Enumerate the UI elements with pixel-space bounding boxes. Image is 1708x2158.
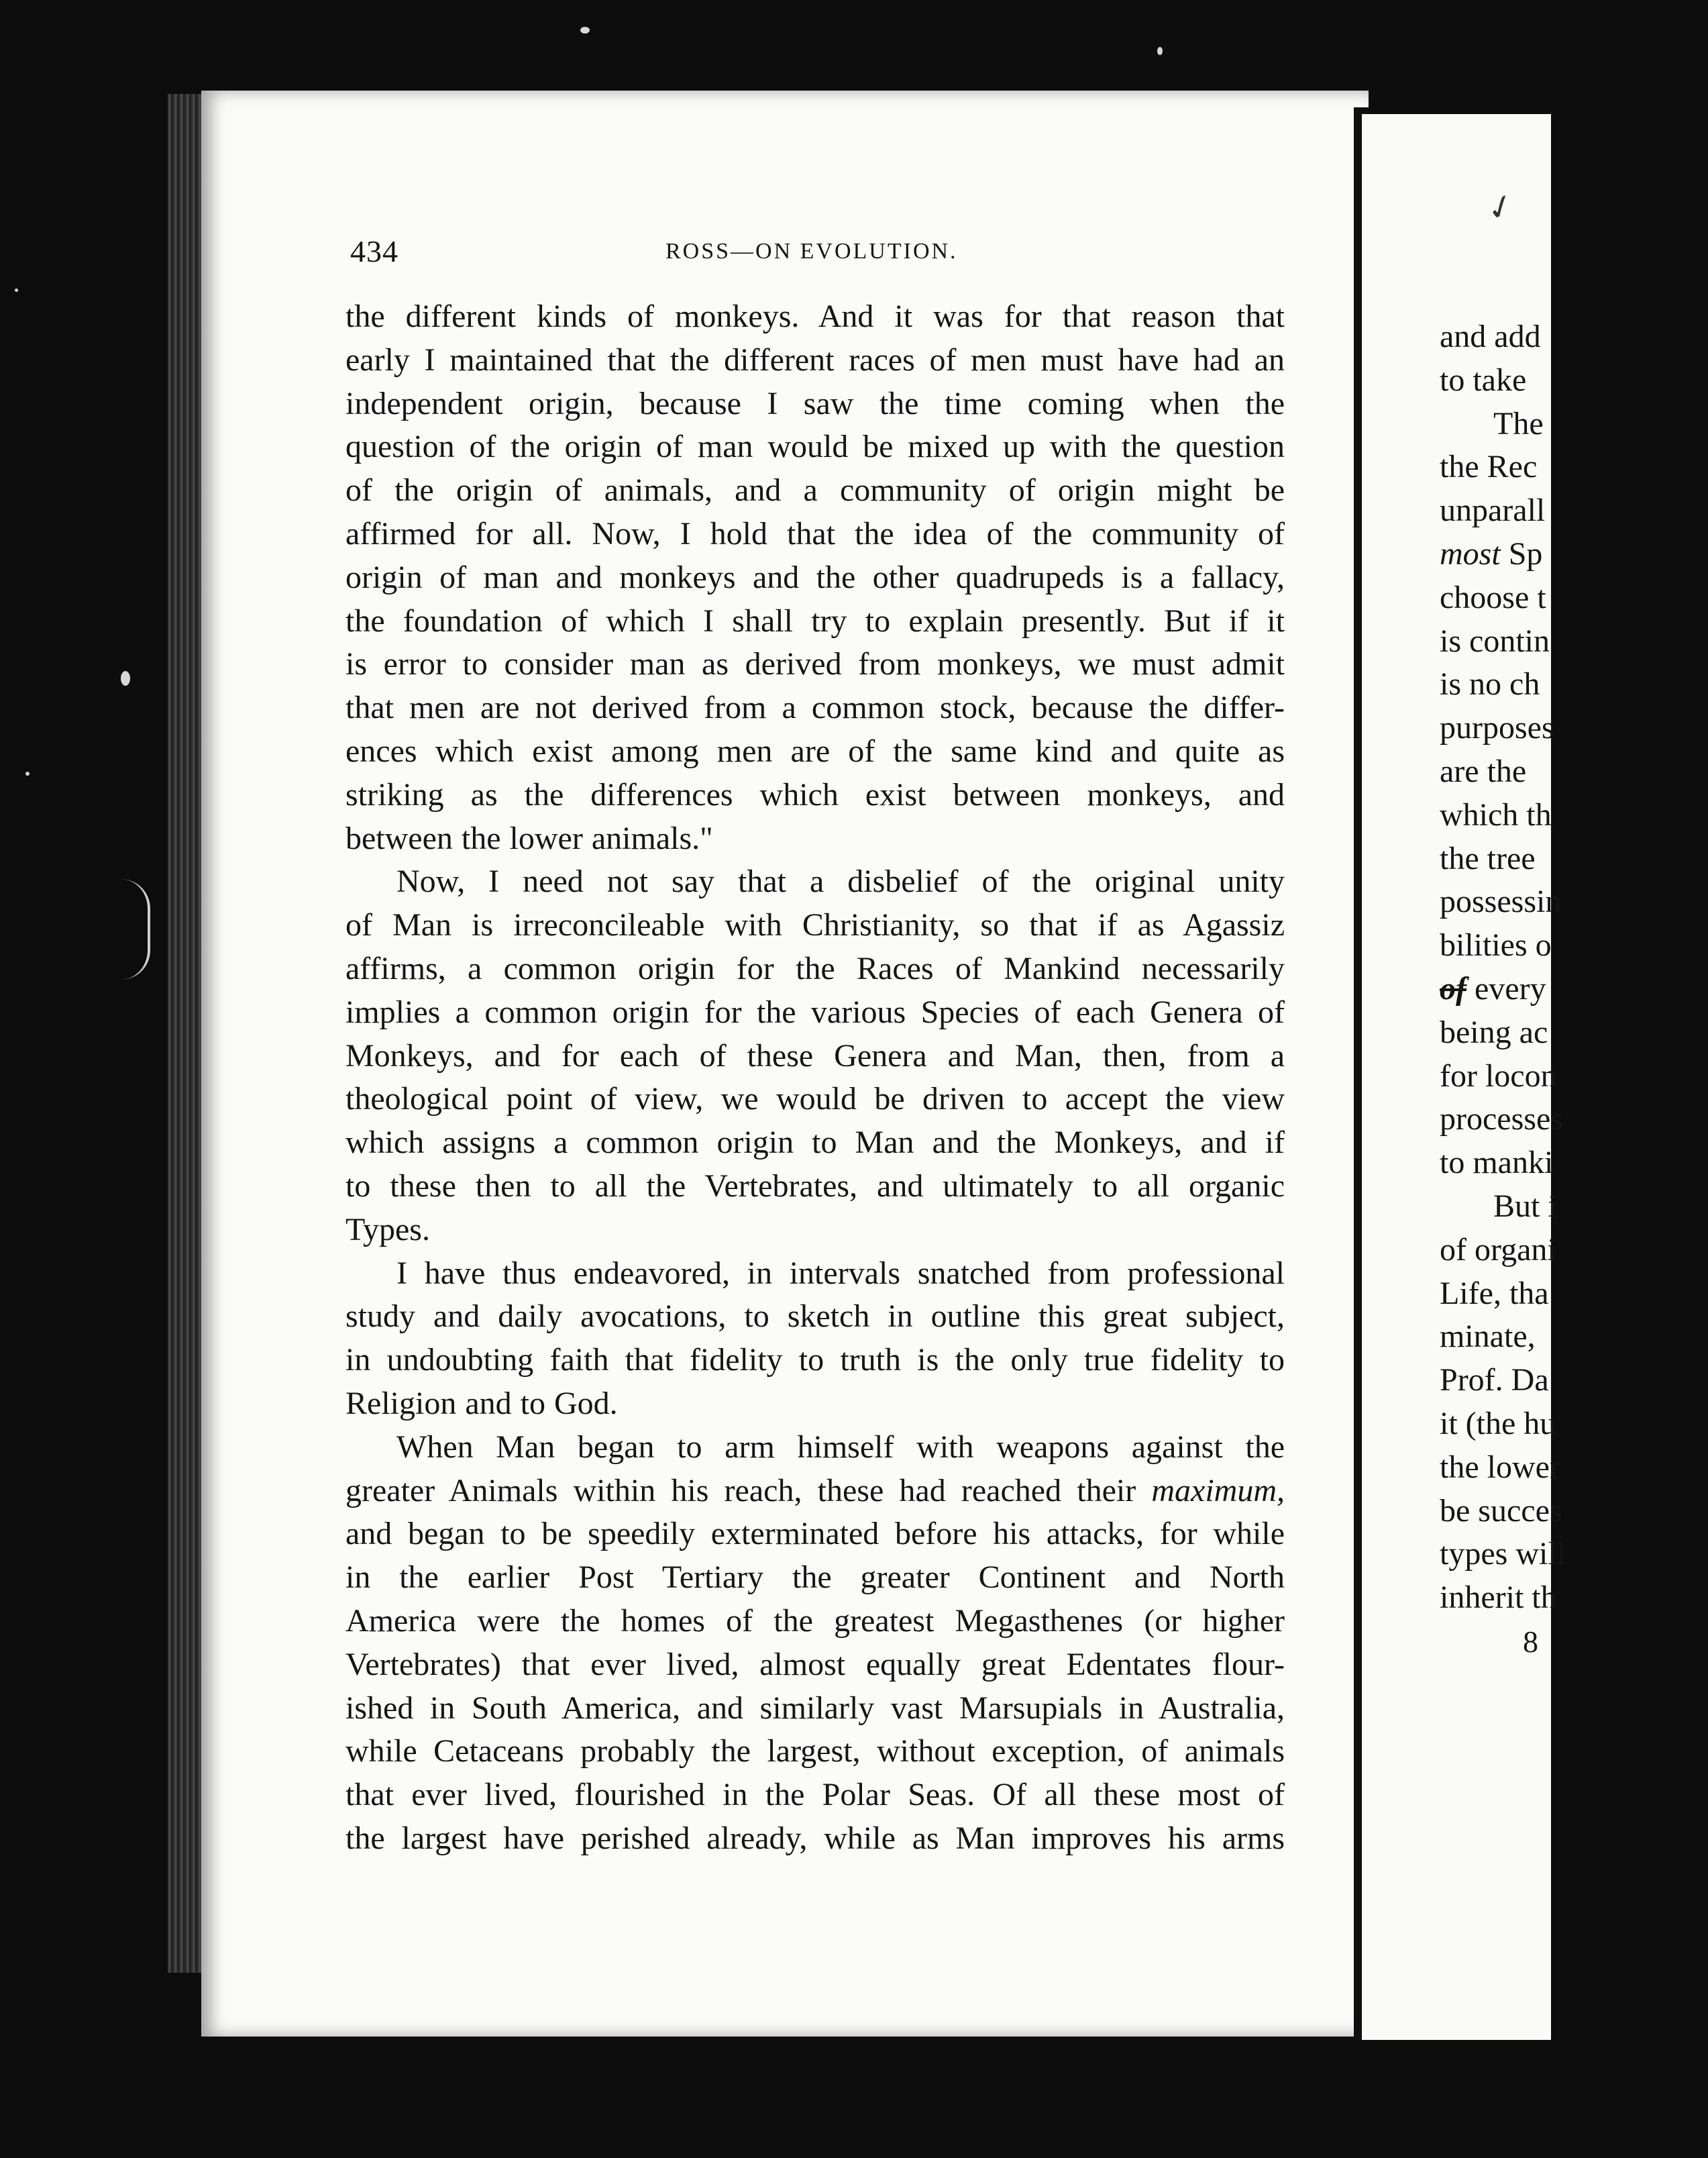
text-line: unparall — [1440, 493, 1546, 529]
text-line: Life, tha — [1440, 1275, 1549, 1311]
pencil-check-mark: ✓ — [1481, 184, 1521, 231]
text-line: implies a common origin for the various Species of each Genera of — [345, 994, 1285, 1030]
text-line: be succes — [1440, 1492, 1562, 1529]
text-line: theological point of view, we would be driven to accept the view — [345, 1081, 1285, 1117]
text-line: while Cetaceans probably the largest, without exception, of animals — [345, 1733, 1285, 1769]
text-line: processes — [1440, 1101, 1563, 1137]
text-line: purposes — [1440, 710, 1554, 746]
text-line: the foundation of which I shall try to explain presently. But if it — [345, 603, 1285, 639]
text-line: Now, I need not say that a disbelief of the original unity — [396, 864, 1285, 900]
text-line: affirms, a common origin for the Races of Mankind necessarily — [345, 950, 1285, 986]
text-line: and began to be speedily exterminated before his attacks, for while — [345, 1516, 1285, 1552]
text-line: the tree — [1440, 840, 1536, 876]
text-line: America were the homes of the greatest Megasthenes (or higher — [345, 1602, 1285, 1639]
text-line: is error to consider man as derived from monkeys, we must admit — [345, 646, 1285, 682]
text-run: greater Animals within his reach, these had reached their — [345, 1472, 1152, 1508]
text-line: that men are not derived from a common stock, because the differ- — [345, 690, 1285, 726]
text-line: to take — [1440, 362, 1527, 398]
text-line: the lower — [1440, 1449, 1560, 1485]
scan-speck — [25, 772, 30, 776]
body-text — [345, 295, 1285, 1861]
text-line: Monkeys, and for each of these Genera and Man, then, from a — [345, 1037, 1285, 1074]
text-line: it (the hu — [1440, 1405, 1556, 1441]
text-line: inherit th — [1440, 1580, 1557, 1616]
text-line: are the — [1440, 753, 1527, 789]
text-line: question of the origin of man would be mixed up with the question — [345, 429, 1285, 465]
text-line: early I maintained that the different races of men must have had an — [345, 342, 1285, 378]
text-line: Prof. Da — [1440, 1362, 1549, 1398]
right-page — [1362, 114, 1566, 2040]
page-number: 434 — [350, 234, 398, 268]
right-page-text — [1440, 315, 1708, 1620]
running-head — [350, 232, 1289, 272]
text-line: is no ch — [1440, 666, 1540, 703]
text-line: being ac — [1440, 1014, 1548, 1050]
struck-word: of — [1440, 970, 1466, 1007]
text-line: affirmed for all. Now, I hold that the idea of the community of — [345, 515, 1285, 552]
text-line: and add — [1440, 319, 1541, 354]
text-line: study and daily avocations, to sketch in outline this great subject, — [345, 1298, 1285, 1335]
text-line: When Man began to arm himself with weapons against the — [396, 1429, 1285, 1465]
text-line: of the origin of animals, and a community of origin might be — [345, 472, 1285, 509]
italic-word: most — [1440, 535, 1501, 572]
scan-speck — [15, 289, 18, 292]
italic-word: maximum, — [1151, 1472, 1285, 1508]
margin-pencil-mark — [121, 879, 150, 980]
text-line: most Sp — [1440, 535, 1543, 572]
scan-speck — [121, 671, 130, 686]
text-line: types will — [1440, 1536, 1566, 1572]
scan-speck — [1157, 47, 1163, 55]
text-line: But i — [1493, 1188, 1557, 1224]
text-line: to manki — [1440, 1145, 1554, 1181]
text-line: in undoubting faith that fidelity to truth is the only true fidelity to — [345, 1342, 1285, 1378]
text-line: ished in South America, and similarly vast Marsupials in Australia, — [345, 1690, 1285, 1726]
text-line: for locon — [1440, 1058, 1557, 1094]
right-page-number: 8 — [1523, 1625, 1538, 1659]
text-line: choose t — [1440, 579, 1546, 615]
text-line: which assigns a common origin to Man and the Monkeys, and if — [345, 1125, 1285, 1161]
text-line: between the lower animals." — [345, 820, 713, 856]
text-line: Religion and to God. — [345, 1385, 618, 1421]
text-line: independent origin, because I saw the time coming when the — [345, 385, 1285, 421]
running-title: ROSS—ON EVOLUTION. — [665, 239, 958, 264]
text-line: origin of man and monkeys and the other quadrupeds is a fallacy, — [345, 559, 1285, 595]
text-line: in the earlier Post Tertiary the greater Continent and North — [345, 1559, 1285, 1596]
text-line: bilities o — [1440, 927, 1552, 964]
text-line: Vertebrates) that ever lived, almost equally great Edentates flour- — [345, 1646, 1285, 1682]
text-line: minate, — [1440, 1319, 1536, 1355]
text-line: striking as the differences which exist between monkeys, and — [345, 776, 1285, 813]
text-line: The — [1493, 405, 1544, 442]
text-line: the different kinds of monkeys. And it was for that reason that — [345, 299, 1285, 334]
text-line: of every — [1440, 970, 1546, 1007]
text-line: that ever lived, flourished in the Polar Seas. Of all these most of — [345, 1777, 1285, 1813]
text-line: is contin — [1440, 623, 1550, 659]
scan-speck — [580, 27, 590, 34]
text-line — [345, 1470, 1285, 1513]
text-line: the largest have perished already, while as Man improves his arms — [345, 1820, 1285, 1856]
text-line: to these then to all the Vertebrates, and ultimately to all organic — [345, 1168, 1285, 1204]
text-line: ences which exist among men are of the same kind and quite as — [345, 733, 1285, 769]
text-line: of Man is irreconcileable with Christianity, so that if as Agassiz — [345, 907, 1285, 943]
text-line: the Rec — [1440, 449, 1538, 485]
text-line: possessin — [1440, 884, 1562, 920]
text-line: Types. — [345, 1211, 430, 1247]
text-line: which th — [1440, 797, 1552, 833]
text-line: I have thus endeavored, in intervals snatched from professional — [396, 1255, 1285, 1291]
text-line: of organi — [1440, 1231, 1556, 1268]
